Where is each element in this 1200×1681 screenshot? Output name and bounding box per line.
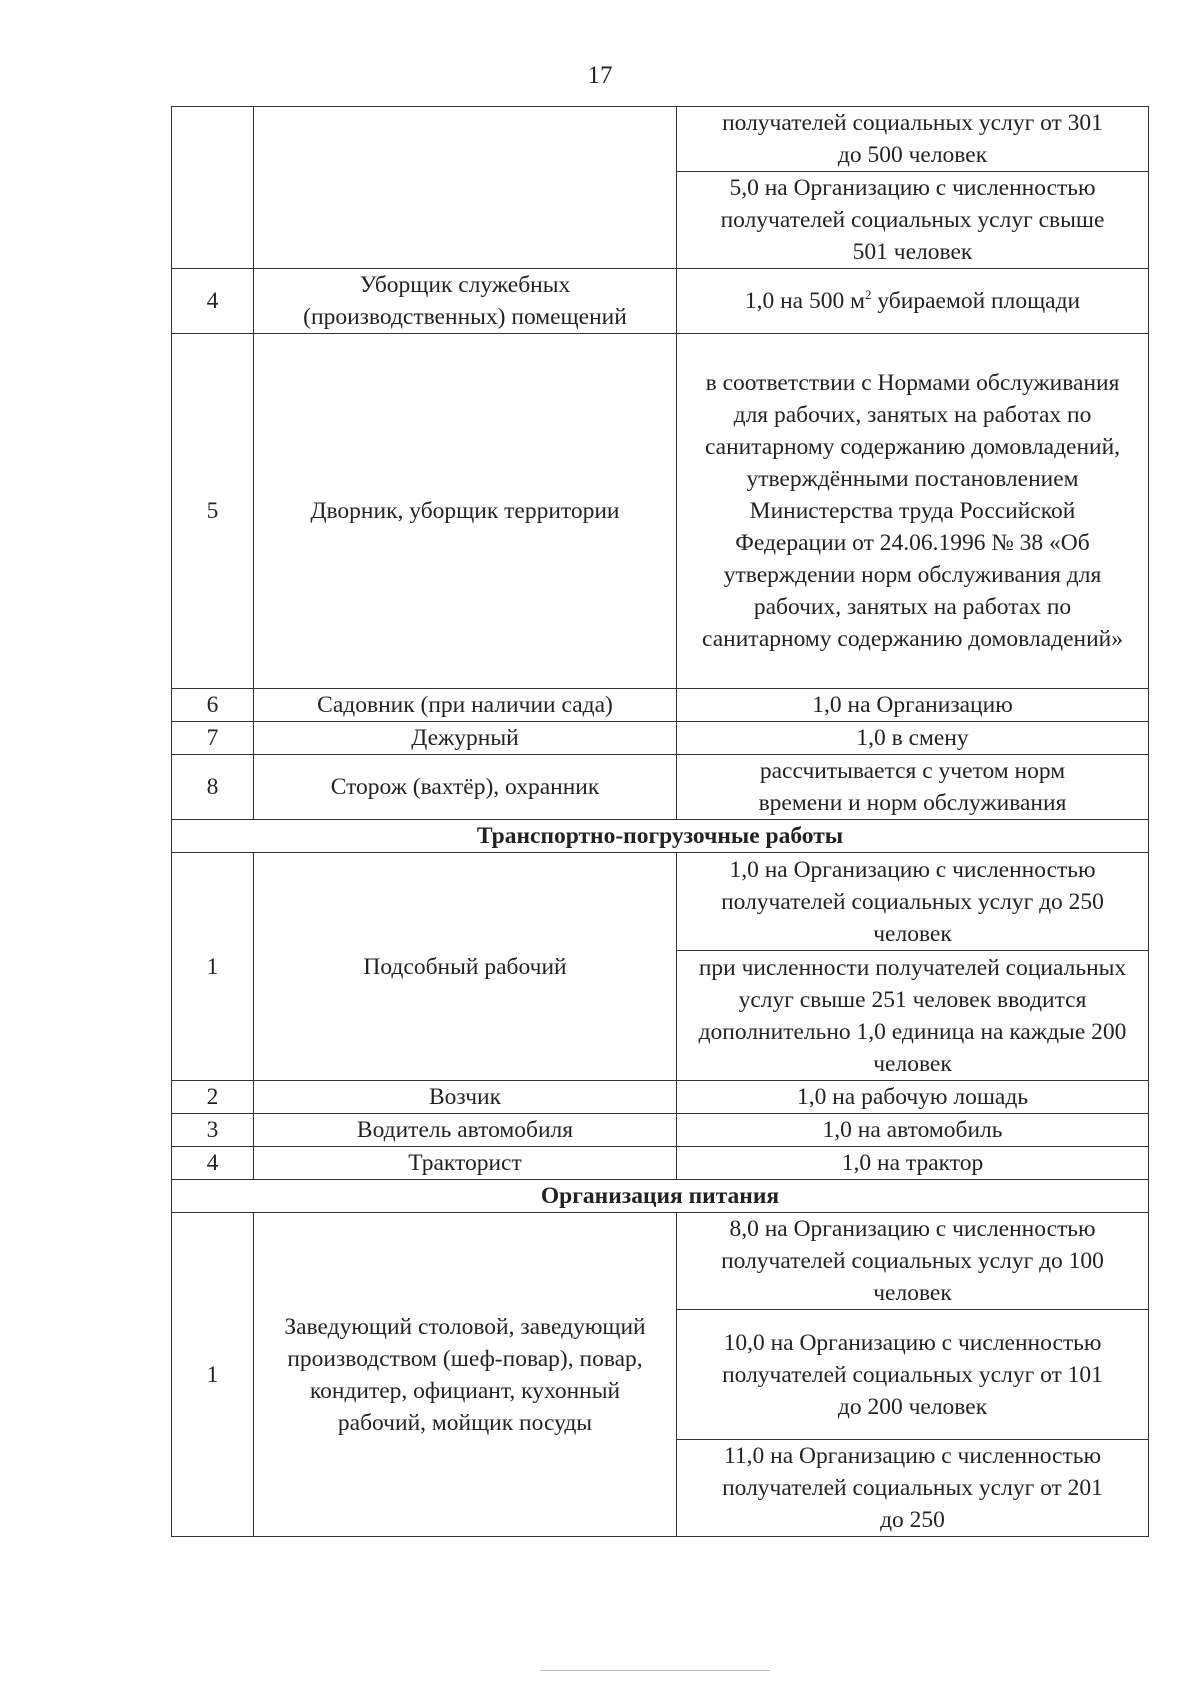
position-cell <box>254 107 677 269</box>
position-cell: Сторож (вахтёр), охранник <box>254 755 677 820</box>
table-row <box>172 689 1149 722</box>
section-header-row <box>172 1180 1149 1213</box>
row-number-cell: 2 <box>172 1081 254 1114</box>
table-row <box>172 853 1149 951</box>
norm-cell: 1,0 на автомобиль <box>677 1114 1149 1147</box>
table-row <box>172 1081 1149 1114</box>
table-row <box>172 722 1149 755</box>
superscript: 2 <box>864 287 872 303</box>
staffing-norms-table <box>171 106 1149 1537</box>
norm-text: 1,0 на 500 м <box>744 288 865 314</box>
table-row <box>172 1114 1149 1147</box>
norm-cell: 8,0 на Организацию с численностью получателей социальных услуг до 100 человек <box>677 1213 1149 1310</box>
norm-cell: при численности получателей социальных услуг свыше 251 человек вводится дополнительно 1,0 единица на каждые 200 человек <box>677 951 1149 1081</box>
row-number-cell: 1 <box>172 1213 254 1537</box>
position-cell: Дворник, уборщик территории <box>254 334 677 689</box>
norm-cell: получателей социальных услуг от 301 до 500 человек <box>677 107 1149 172</box>
norm-text-tail: убираемой площади <box>871 288 1081 314</box>
norm-cell: 1,0 на Организацию с численностью получателей социальных услуг до 250 человек <box>677 853 1149 951</box>
row-number-cell: 4 <box>172 269 254 334</box>
position-cell: Водитель автомобиля <box>254 1114 677 1147</box>
table-row <box>172 755 1149 820</box>
page-footer-rule <box>540 1670 770 1671</box>
row-number-cell: 5 <box>172 334 254 689</box>
table-row <box>172 334 1149 689</box>
norm-cell: 5,0 на Организацию с численностью получателей социальных услуг свыше 501 человек <box>677 172 1149 269</box>
section-header-row <box>172 820 1149 853</box>
table-row <box>172 1213 1149 1310</box>
section-title: Организация питания <box>172 1180 1149 1213</box>
position-cell: Садовник (при наличии сада) <box>254 689 677 722</box>
position-cell: Подсобный рабочий <box>254 853 677 1081</box>
position-cell: Уборщик служебных (производственных) помещений <box>254 269 677 334</box>
table-row <box>172 269 1149 334</box>
norm-cell: в соответствии с Нормами обслуживания для рабочих, занятых на работах по санитарному содержанию домовладений, утверждёнными постановлением Министерства труда Российской Федерации от 24.06.1996 № 38 «Об утверждении норм обслуживания для рабочих, занятых на работах по санитарному содержанию домовладений» <box>677 334 1149 689</box>
norm-cell: 1,0 в смену <box>677 722 1149 755</box>
row-number-cell: 1 <box>172 853 254 1081</box>
section-title: Транспортно-погрузочные работы <box>172 820 1149 853</box>
table-row <box>172 107 1149 172</box>
page-number: 17 <box>587 62 613 89</box>
position-cell: Заведующий столовой, заведующий производством (шеф-повар), повар, кондитер, официант, кухонный рабочий, мойщик посуды <box>254 1213 677 1537</box>
row-number-cell: 6 <box>172 689 254 722</box>
position-cell: Тракторист <box>254 1147 677 1180</box>
norm-cell: рассчитывается с учетом норм времени и норм обслуживания <box>677 755 1149 820</box>
norm-cell: 11,0 на Организацию с численностью получателей социальных услуг от 201 до 250 <box>677 1440 1149 1537</box>
position-cell: Дежурный <box>254 722 677 755</box>
norm-cell <box>677 269 1149 334</box>
row-number-cell: 3 <box>172 1114 254 1147</box>
norm-cell: 1,0 на рабочую лошадь <box>677 1081 1149 1114</box>
norm-cell: 1,0 на Организацию <box>677 689 1149 722</box>
row-number-cell: 4 <box>172 1147 254 1180</box>
row-number-cell <box>172 107 254 269</box>
norm-cell: 1,0 на трактор <box>677 1147 1149 1180</box>
position-cell: Возчик <box>254 1081 677 1114</box>
row-number-cell: 7 <box>172 722 254 755</box>
row-number-cell: 8 <box>172 755 254 820</box>
norm-cell: 10,0 на Организацию с численностью получателей социальных услуг от 101 до 200 человек <box>677 1310 1149 1440</box>
table-row <box>172 1147 1149 1180</box>
